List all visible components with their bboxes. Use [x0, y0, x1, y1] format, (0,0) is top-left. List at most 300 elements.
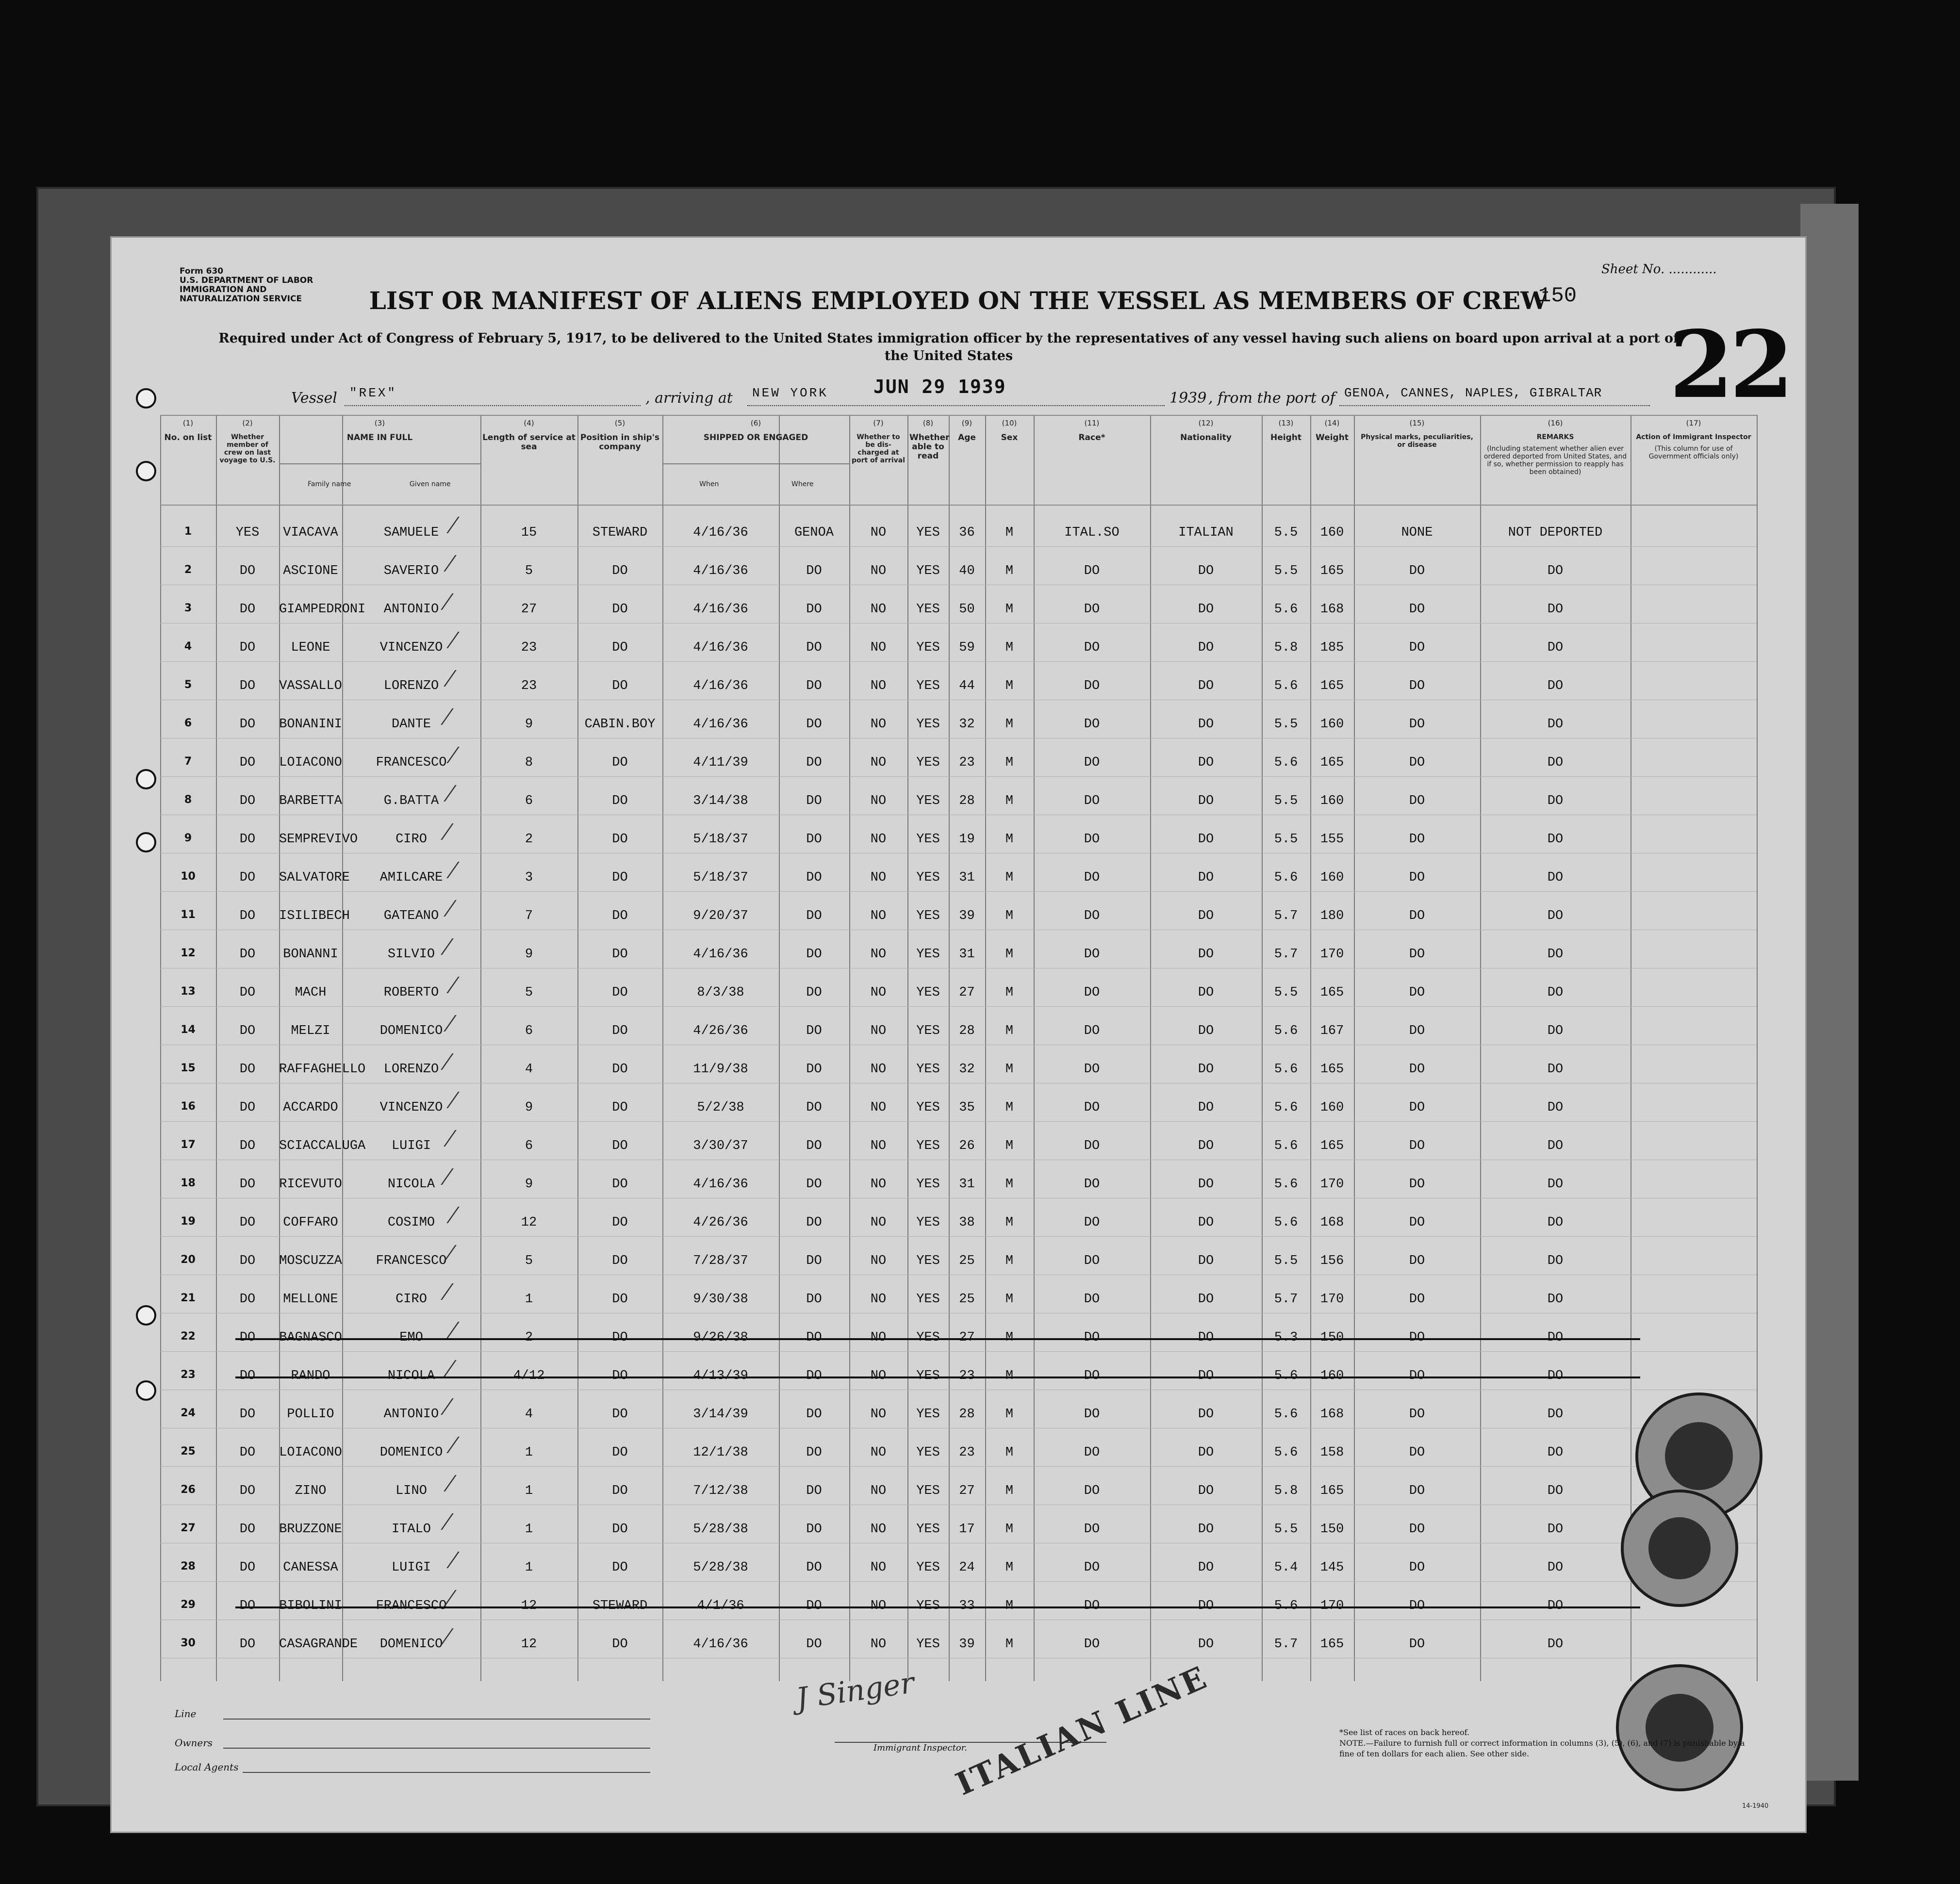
table-cell: DO	[806, 1215, 822, 1230]
table-cell: 12	[181, 947, 196, 959]
table-cell: 10	[181, 870, 196, 883]
table-cell: 150	[1320, 1330, 1344, 1345]
table-cell: FRANCESCO	[376, 1599, 447, 1613]
department-line-1: U.S. DEPARTMENT OF LABOR	[180, 276, 313, 285]
table-cell: NO	[870, 1254, 887, 1268]
column-label: No. on list	[164, 433, 212, 442]
table-cell: 4/11/39	[693, 755, 748, 770]
table-cell: DO	[239, 1522, 256, 1537]
binder-edge	[1800, 204, 1859, 1781]
column-sublabel: Family name	[308, 480, 351, 488]
column-number: (8)	[922, 419, 934, 427]
table-cell: DO	[806, 832, 822, 847]
vessel-name: "REX"	[349, 386, 397, 400]
table-cell: 4/16/36	[693, 525, 748, 540]
table-cell: DO	[1198, 794, 1214, 808]
table-cell: 160	[1320, 1369, 1344, 1383]
table-cell: DO	[1198, 602, 1214, 617]
table-cell: 7	[525, 909, 533, 923]
table-cell: NO	[870, 1522, 887, 1537]
arriving-label: , arriving at	[645, 390, 733, 407]
table-cell: 5	[184, 679, 192, 691]
table-cell: 170	[1320, 1177, 1344, 1192]
table-cell: DANTE	[391, 717, 431, 732]
table-cell: MOSCUZZA	[279, 1254, 342, 1268]
table-cell: 5.4	[1274, 1560, 1298, 1575]
table-cell: 31	[959, 870, 975, 885]
column-header	[1354, 415, 1480, 505]
table-cell: 1	[525, 1292, 533, 1307]
column-sublabel: Where	[791, 480, 814, 488]
column-label: Whether to be dis-charged at port of arrival	[851, 433, 906, 464]
column-header	[1150, 415, 1262, 505]
table-cell: NO	[870, 1292, 887, 1307]
table-cell: DO	[612, 1062, 628, 1077]
row-rule	[160, 776, 1757, 777]
column-number: (4)	[524, 419, 534, 427]
table-cell: DO	[1084, 717, 1100, 732]
table-cell: 9	[525, 947, 533, 962]
strike-through-line	[235, 1376, 1640, 1378]
table-cell: M	[1005, 985, 1014, 1000]
table-cell: SEMPREVIVO	[279, 832, 358, 847]
table-cell: 4/16/36	[693, 564, 748, 578]
table-cell: 4/16/36	[693, 1637, 748, 1652]
table-cell: DO	[612, 640, 628, 655]
table-cell: DO	[1547, 640, 1564, 655]
table-cell: DO	[239, 870, 256, 885]
table-cell: YES	[916, 1407, 940, 1422]
punch-hole	[136, 461, 156, 481]
table-cell: DO	[1198, 1445, 1214, 1460]
table-cell: DO	[1547, 794, 1564, 808]
table-cell: NO	[870, 947, 887, 962]
table-cell: 8/3/38	[697, 985, 744, 1000]
table-cell: 2	[525, 832, 533, 847]
table-cell: DO	[612, 1522, 628, 1537]
table-cell: 160	[1320, 870, 1344, 885]
table-cell: NO	[870, 1100, 887, 1115]
table-cell: DO	[612, 832, 628, 847]
table-cell: 160	[1320, 794, 1344, 808]
table-cell: M	[1005, 1369, 1014, 1383]
table-cell: DO	[1409, 1177, 1425, 1192]
table-cell: BIBOLINI	[279, 1599, 342, 1613]
table-cell: NOT DEPORTED	[1508, 525, 1603, 540]
table-cell: DO	[1198, 1637, 1214, 1652]
table-cell: MACH	[295, 985, 327, 1000]
column-number: (9)	[961, 419, 972, 427]
table-cell: 168	[1320, 602, 1344, 617]
table-cell: 1	[525, 1560, 533, 1575]
column-label: Nationality	[1180, 433, 1232, 442]
table-cell: 4/26/36	[693, 1024, 748, 1038]
row-rule	[160, 1121, 1757, 1122]
table-cell: DO	[806, 947, 822, 962]
table-cell: 5.6	[1274, 1024, 1298, 1038]
table-cell: DO	[1198, 1522, 1214, 1537]
local-agents-label: Local Agents	[175, 1761, 239, 1773]
table-cell: DO	[239, 985, 256, 1000]
table-cell: NO	[870, 1024, 887, 1038]
table-cell: 22	[181, 1330, 196, 1343]
table-cell: BONANNI	[283, 947, 338, 962]
table-cell: DO	[806, 1254, 822, 1268]
table-cell: DO	[1198, 755, 1214, 770]
table-cell: DO	[612, 564, 628, 578]
table-cell: 1	[525, 1522, 533, 1537]
table-cell: 13	[181, 985, 196, 998]
table-cell: RAFFAGHELLO	[279, 1062, 366, 1077]
table-cell: 14	[181, 1024, 196, 1036]
table-cell: DO	[239, 1139, 256, 1153]
table-cell: NO	[870, 1062, 887, 1077]
table-cell: DO	[1198, 1100, 1214, 1115]
table-cell: DO	[239, 1330, 256, 1345]
row-rule	[160, 1351, 1757, 1352]
table-cell: DO	[1084, 640, 1100, 655]
table-cell: 25	[959, 1254, 975, 1268]
table-cell: 32	[959, 1062, 975, 1077]
table-cell: DO	[612, 1445, 628, 1460]
table-cell: 39	[959, 909, 975, 923]
table-cell: DO	[612, 1484, 628, 1498]
table-cell: 11	[181, 909, 196, 921]
line-label: Line	[175, 1708, 197, 1720]
table-cell: NO	[870, 525, 887, 540]
table-cell: NO	[870, 1177, 887, 1192]
page-number: 150	[1538, 284, 1577, 308]
column-note: (This column for use of Government officials only)	[1648, 445, 1739, 460]
column-header	[907, 415, 949, 505]
table-cell: 23	[959, 1369, 975, 1383]
table-cell: 5	[525, 985, 533, 1000]
inspector-label: Immigrant Inspector.	[873, 1743, 968, 1753]
table-cell: 165	[1320, 564, 1344, 578]
table-cell: DO	[1198, 985, 1214, 1000]
table-cell: DO	[806, 1062, 822, 1077]
table-cell: NO	[870, 1445, 887, 1460]
table-cell: M	[1005, 1254, 1014, 1268]
table-cell: M	[1005, 679, 1014, 693]
table-cell: CANESSA	[283, 1560, 338, 1575]
table-cell: 5/28/38	[693, 1560, 748, 1575]
table-cell: M	[1005, 794, 1014, 808]
column-header	[1480, 415, 1631, 505]
table-cell: 165	[1320, 679, 1344, 693]
column-header	[1631, 415, 1757, 505]
table-cell: 27	[959, 1330, 975, 1345]
table-cell: COFFARO	[283, 1215, 338, 1230]
table-cell: YES	[916, 870, 940, 885]
table-cell: CASAGRANDE	[279, 1637, 358, 1652]
table-cell: 167	[1320, 1024, 1344, 1038]
table-cell: BARBETTA	[279, 794, 342, 808]
table-cell: SILVIO	[387, 947, 435, 962]
table-cell: YES	[916, 640, 940, 655]
table-cell: 1	[184, 525, 192, 538]
table-cell: LUIGI	[391, 1139, 431, 1153]
italian-line-stamp: ITALIAN LINE	[950, 1659, 1214, 1803]
penalty-note: NOTE.—Failure to furnish full or correct information in columns (3), (5), (6), and (7) is punishable by a fine of ten dollars for each alien. See other side.	[1339, 1738, 1745, 1758]
table-cell: 4/26/36	[693, 1215, 748, 1230]
table-cell: 4/16/36	[693, 602, 748, 617]
table-cell: DO	[1198, 1369, 1214, 1383]
table-cell: 27	[181, 1522, 196, 1534]
table-cell: 33	[959, 1599, 975, 1613]
table-cell: POLLIO	[287, 1407, 334, 1422]
table-cell: ANTONIO	[383, 602, 439, 617]
table-cell: 5.6	[1274, 1100, 1298, 1115]
table-cell: 170	[1320, 1292, 1344, 1307]
table-cell: DO	[612, 679, 628, 693]
table-cell: DO	[1198, 947, 1214, 962]
table-cell: FRANCESCO	[376, 755, 447, 770]
table-cell: 5.3	[1274, 1330, 1298, 1345]
table-cell: DO	[239, 679, 256, 693]
table-cell: DO	[806, 1445, 822, 1460]
table-cell: 168	[1320, 1215, 1344, 1230]
table-cell: DO	[1547, 1407, 1564, 1422]
table-cell: 5.8	[1274, 640, 1298, 655]
table-cell: DO	[239, 1560, 256, 1575]
table-cell: DO	[612, 1407, 628, 1422]
table-cell: YES	[916, 1254, 940, 1268]
vessel-line	[291, 376, 1747, 410]
table-cell: 170	[1320, 1599, 1344, 1613]
table-cell: DO	[1084, 1062, 1100, 1077]
table-cell: DO	[1198, 870, 1214, 885]
punch-hole	[136, 388, 156, 409]
table-cell: BONANINI	[279, 717, 342, 732]
column-number: (11)	[1084, 419, 1100, 427]
column-number: (14)	[1324, 419, 1340, 427]
table-cell: 5	[525, 564, 533, 578]
table-cell: DO	[239, 947, 256, 962]
table-cell: DO	[1198, 1177, 1214, 1192]
row-rule	[160, 661, 1757, 662]
table-cell: DO	[1409, 1369, 1425, 1383]
table-cell: YES	[916, 1560, 940, 1575]
table-cell: DO	[1409, 1330, 1425, 1345]
table-cell: 23	[521, 640, 537, 655]
inspector-signature: J Singer	[794, 1666, 917, 1716]
table-cell: SAMUELE	[383, 525, 439, 540]
column-header	[662, 415, 849, 505]
table-cell: 4	[525, 1407, 533, 1422]
table-cell: DO	[806, 1407, 822, 1422]
table-cell: DO	[612, 1330, 628, 1345]
table-cell: ISILIBECH	[279, 909, 350, 923]
table-cell: DO	[612, 1215, 628, 1230]
table-cell: M	[1005, 1637, 1014, 1652]
table-cell: DO	[239, 1369, 256, 1383]
table-cell: DO	[239, 755, 256, 770]
manifest-page	[112, 238, 1805, 1832]
table-cell: 15	[181, 1062, 196, 1074]
table-cell: DO	[1547, 755, 1564, 770]
table-cell: M	[1005, 1215, 1014, 1230]
table-cell: YES	[916, 1637, 940, 1652]
table-cell: YES	[916, 1599, 940, 1613]
arrival-port: NEW YORK	[752, 386, 828, 400]
table-cell: DO	[1084, 1177, 1100, 1192]
table-cell: DO	[1084, 1522, 1100, 1537]
table-cell: DO	[1084, 1292, 1100, 1307]
table-cell: 5.6	[1274, 1445, 1298, 1460]
table-cell: NO	[870, 1330, 887, 1345]
table-cell: DO	[1084, 794, 1100, 808]
table-cell: 5/18/37	[693, 870, 748, 885]
table-cell: 35	[959, 1100, 975, 1115]
table-cell: DO	[239, 1062, 256, 1077]
table-cell: EMO	[399, 1330, 423, 1345]
table-cell: NO	[870, 1215, 887, 1230]
table-cell: 5.5	[1274, 985, 1298, 1000]
table-cell: DO	[1198, 1330, 1214, 1345]
table-cell: DO	[239, 909, 256, 923]
table-cell: 3/14/38	[693, 794, 748, 808]
table-cell: NO	[870, 1369, 887, 1383]
table-cell: DO	[239, 1599, 256, 1613]
table-cell: DO	[1198, 1062, 1214, 1077]
manifest-subtitle: Required under Act of Congress of February 5, 1917, to be delivered to the United States immigration officer by the representatives of any vessel having such aliens on board upon arrival at a port of the United States	[218, 331, 1679, 363]
table-cell: DO	[1198, 1139, 1214, 1153]
table-cell: DO	[1084, 1330, 1100, 1345]
table-cell: DO	[1409, 1522, 1425, 1537]
table-cell: DO	[612, 1292, 628, 1307]
table-cell: DO	[1409, 640, 1425, 655]
table-cell: DO	[806, 1637, 822, 1652]
table-cell: 4/16/36	[693, 1177, 748, 1192]
table-cell: 5.6	[1274, 1062, 1298, 1077]
table-cell: DO	[1547, 1599, 1564, 1613]
table-cell: DO	[1547, 1637, 1564, 1652]
table-cell: 5.7	[1274, 1292, 1298, 1307]
column-header	[577, 415, 662, 505]
table-cell: DO	[239, 1024, 256, 1038]
table-cell: NONE	[1401, 525, 1433, 540]
table-cell: M	[1005, 1484, 1014, 1498]
column-number: (5)	[614, 419, 626, 427]
table-cell: 9/20/37	[693, 909, 748, 923]
table-cell: DO	[239, 832, 256, 847]
table-cell: DO	[1409, 1254, 1425, 1268]
table-cell: 27	[521, 602, 537, 617]
table-cell: 158	[1320, 1445, 1344, 1460]
table-cell: DO	[1409, 1100, 1425, 1115]
table-cell: YES	[916, 1024, 940, 1038]
table-cell: DO	[612, 1254, 628, 1268]
table-cell: 9/30/38	[693, 1292, 748, 1307]
table-cell: DO	[806, 1292, 822, 1307]
table-cell: LEONE	[291, 640, 330, 655]
table-cell: 31	[959, 947, 975, 962]
table-cell: DO	[1084, 1637, 1100, 1652]
table-cell: DO	[1547, 1139, 1564, 1153]
table-cell: 9	[525, 1177, 533, 1192]
table-cell: 4	[184, 640, 192, 653]
table-cell: 160	[1320, 717, 1344, 732]
table-cell: 30	[181, 1637, 196, 1649]
table-cell: YES	[916, 679, 940, 693]
table-cell: 3/30/37	[693, 1139, 748, 1153]
table-cell: 4/16/36	[693, 717, 748, 732]
table-cell: DO	[239, 794, 256, 808]
table-cell: YES	[916, 755, 940, 770]
department-line-2: IMMIGRATION AND NATURALIZATION SERVICE	[180, 285, 302, 304]
table-cell: DO	[806, 1177, 822, 1192]
table-cell: DO	[612, 755, 628, 770]
table-cell: DO	[612, 1139, 628, 1153]
table-cell: DO	[1547, 870, 1564, 885]
table-cell: DO	[1409, 794, 1425, 808]
table-cell: DO	[1547, 602, 1564, 617]
table-cell: DOMENICO	[379, 1024, 443, 1038]
table-cell: CIRO	[395, 832, 427, 847]
table-cell: 7/28/37	[693, 1254, 748, 1268]
table-cell: M	[1005, 1522, 1014, 1537]
table-cell: 24	[959, 1560, 975, 1575]
table-cell: ITAL.SO	[1064, 525, 1120, 540]
table-cell: DO	[806, 870, 822, 885]
row-rule	[160, 1236, 1757, 1237]
table-cell: 18	[181, 1177, 196, 1189]
column-number: (16)	[1548, 419, 1563, 427]
table-cell: DO	[1084, 1139, 1100, 1153]
table-cell: 19	[959, 832, 975, 847]
table-cell: 5.5	[1274, 1522, 1298, 1537]
column-divider	[1757, 415, 1758, 1681]
table-cell: DO	[806, 640, 822, 655]
table-cell: 20	[181, 1254, 196, 1266]
table-cell: DO	[239, 1177, 256, 1192]
table-cell: DO	[1547, 1292, 1564, 1307]
row-rule	[160, 1466, 1757, 1467]
table-cell: 31	[959, 1177, 975, 1192]
table-cell: DO	[1084, 755, 1100, 770]
table-cell: DO	[1084, 985, 1100, 1000]
column-label: NAME IN FULL	[346, 433, 413, 442]
table-cell: 9/26/38	[693, 1330, 748, 1345]
table-cell: VINCENZO	[379, 1100, 443, 1115]
table-cell: 4	[525, 1062, 533, 1077]
table-cell: DO	[1198, 1484, 1214, 1498]
table-cell: 25	[959, 1292, 975, 1307]
table-cell: RANDO	[291, 1369, 330, 1383]
table-cell: DO	[1084, 1484, 1100, 1498]
punch-hole	[136, 1305, 156, 1326]
table-cell: DO	[1084, 679, 1100, 693]
column-header	[216, 415, 279, 505]
table-cell: NO	[870, 640, 887, 655]
table-cell: DO	[1084, 1024, 1100, 1038]
column-number: (7)	[873, 419, 884, 427]
table-cell: DO	[1198, 564, 1214, 578]
table-cell: DO	[239, 1637, 256, 1652]
table-cell: YES	[916, 564, 940, 578]
column-label: Physical marks, peculiarities, or disease	[1361, 433, 1473, 449]
table-cell: NO	[870, 1637, 887, 1652]
table-cell: 4/13/39	[693, 1369, 748, 1383]
table-cell: DO	[1547, 1445, 1564, 1460]
table-cell: DO	[1409, 909, 1425, 923]
table-cell: DO	[1409, 755, 1425, 770]
table-cell: AMILCARE	[379, 870, 443, 885]
table-cell: DO	[1198, 640, 1214, 655]
table-cell: ZINO	[295, 1484, 327, 1498]
table-cell: 165	[1320, 1062, 1344, 1077]
